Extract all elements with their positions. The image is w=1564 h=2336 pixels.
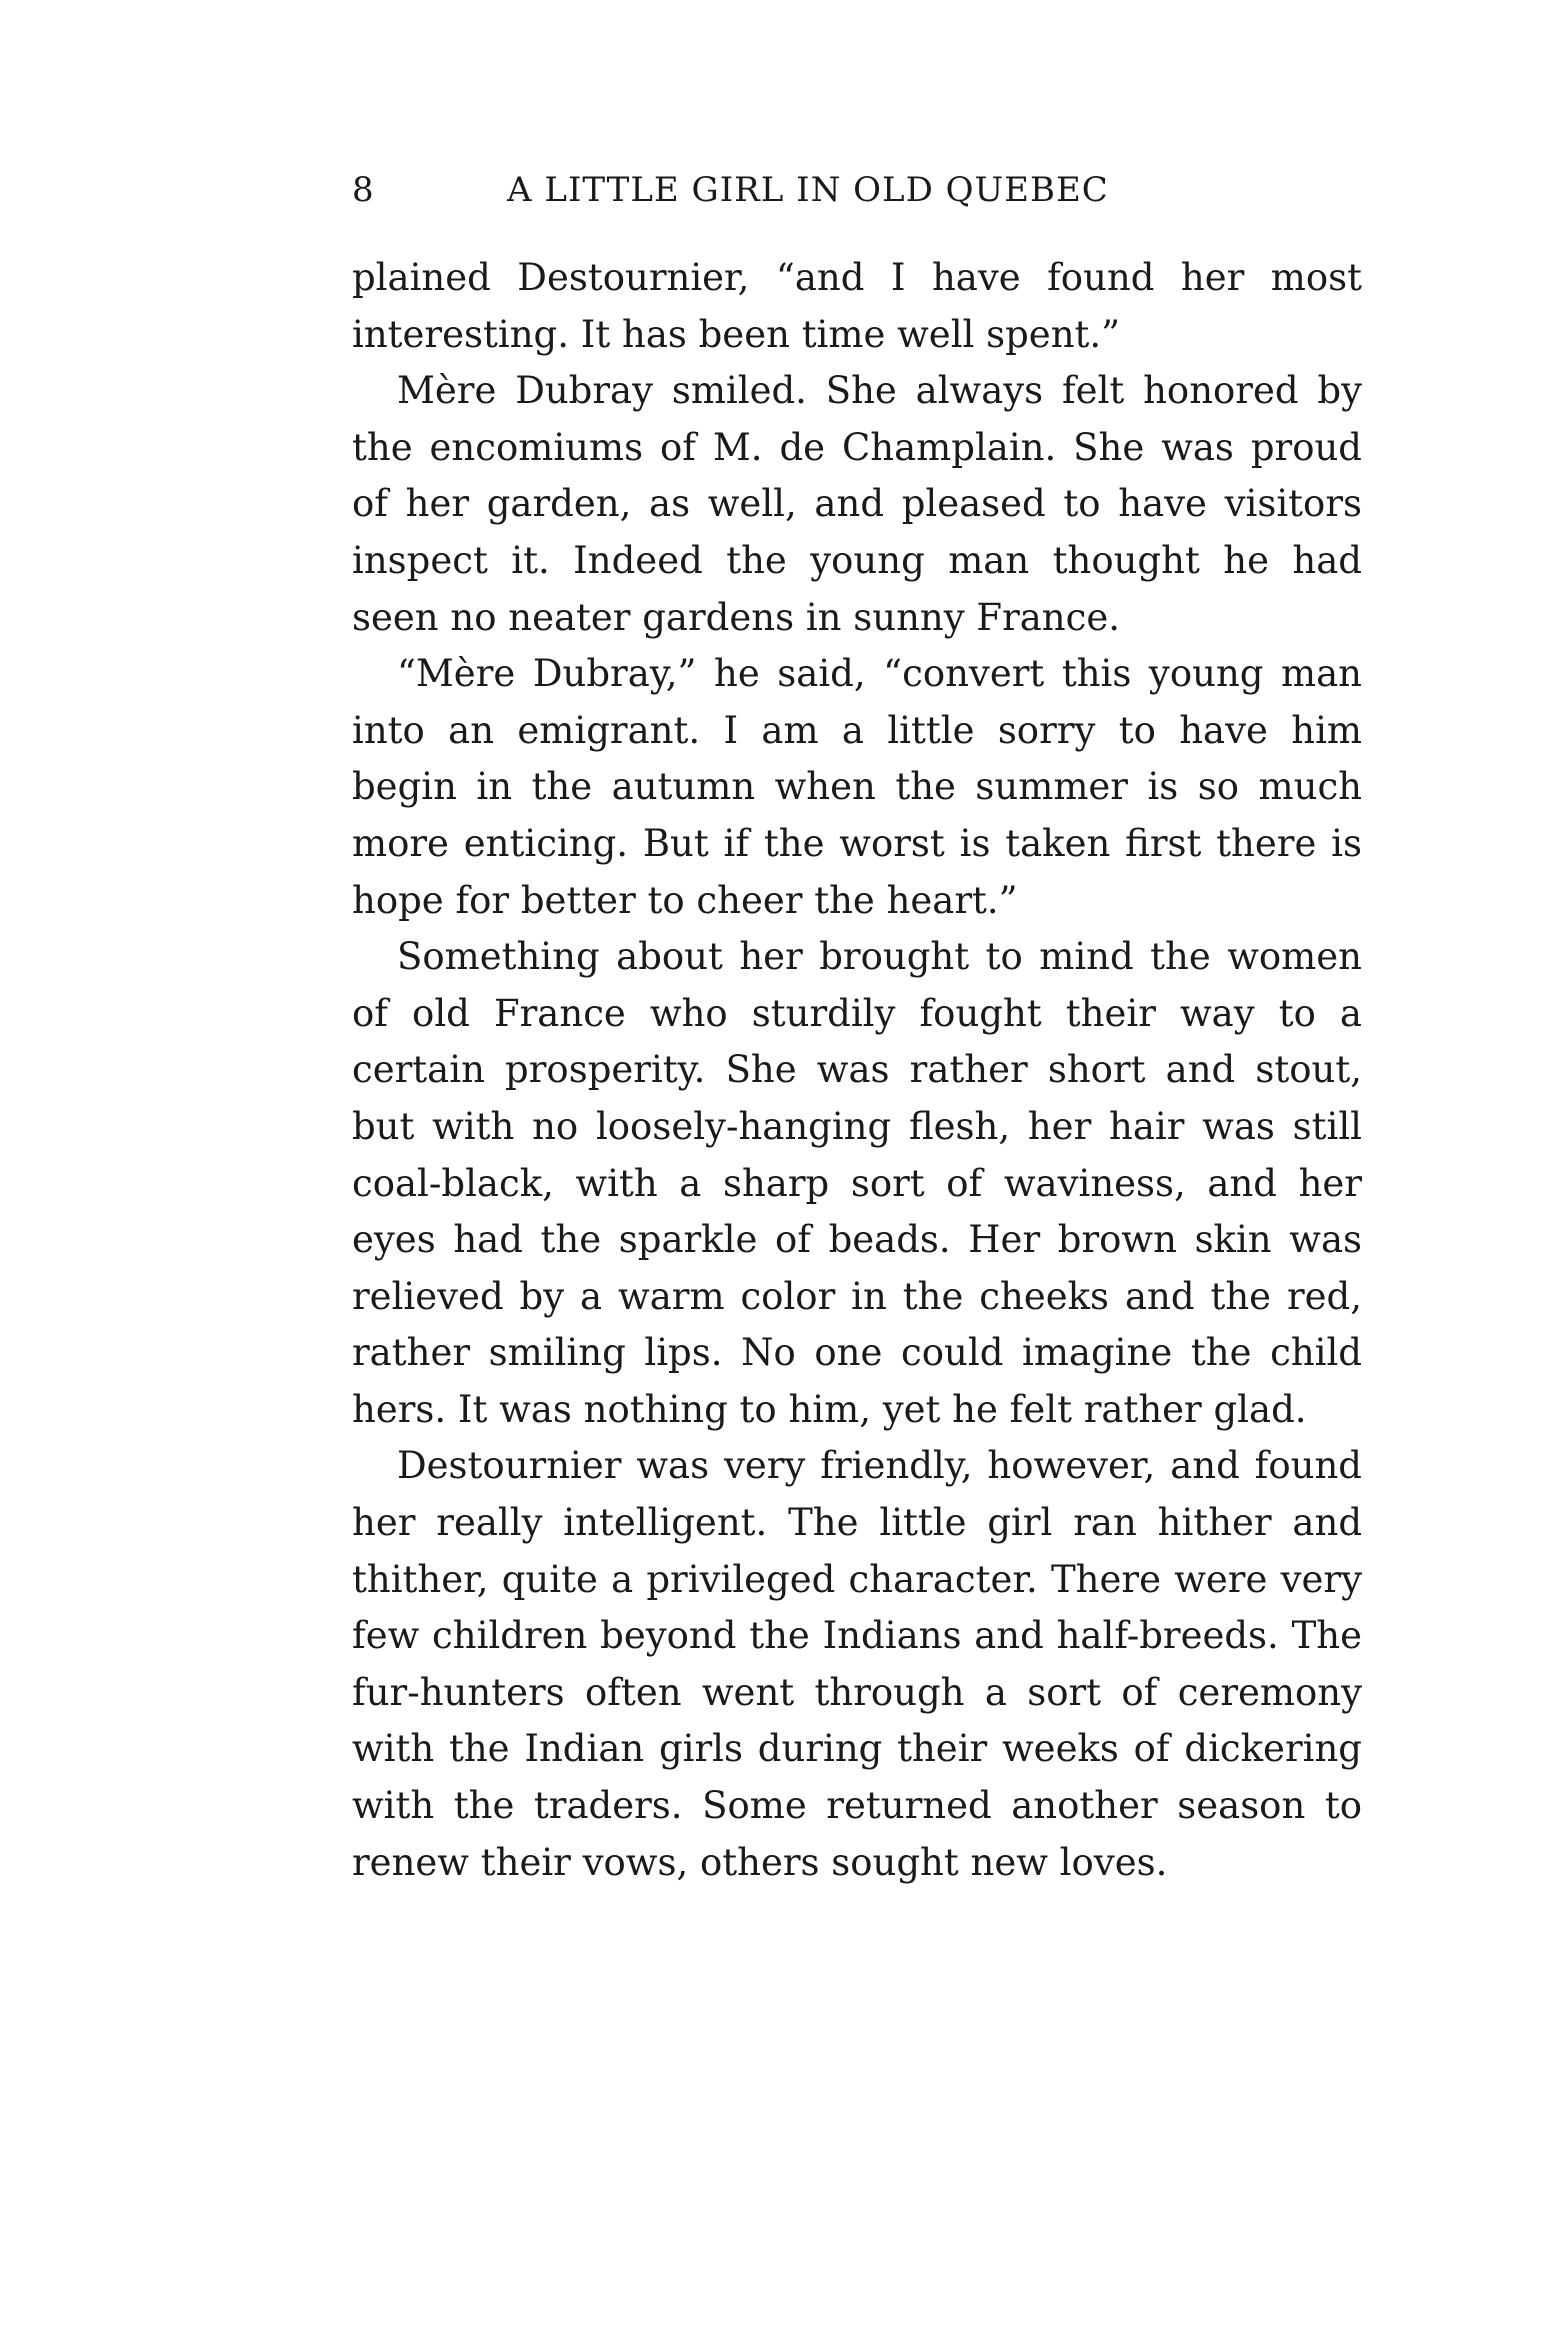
paragraph: Mère Dubray smiled. She always felt honored by the encomiums of M. de Champlain. She was proud of her garden, as well, and pleased to have visitors inspect it. Indeed the young man thought he had seen no neater gardens in sunny France. [352, 369, 1362, 639]
paragraph: “Mère Dubray,” he said, “convert this young man into an emigrant. I am a little sorry to have him begin in the autumn when the summer is so much more enticing. But if the worst is taken first there is hope for better to cheer the heart.” [352, 652, 1362, 922]
paragraph: Destournier was very friendly, however, and found her really intelligent. The little girl ran hither and thither, quite a privileged character. There were very few children beyond the Indians and half-breeds. The fur-hunters often went through a sort of ceremony with the Indian girls during their weeks of dickering with the traders. Some returned another season to renew their vows, others sought new loves. [352, 1444, 1362, 1884]
running-title: A LITTLE GIRL IN OLD QUEBEC [507, 170, 1109, 210]
paragraph: Something about her brought to mind the women of old France who sturdily fought their way to a certain prosperity. She was rather short and stout, but with no loosely-hanging flesh, her hair was still coal-black, with a sharp sort of waviness, and her eyes had the sparkle of beads. Her brown skin was relieved by a warm color in the cheeks and the red, rather smiling lips. No one could imagine the child hers. It was nothing to him, yet he felt rather glad. [352, 935, 1362, 1431]
running-head [352, 170, 1367, 222]
body-text [352, 250, 1362, 1891]
page-number: 8 [352, 170, 375, 210]
paragraph-continued: plained Destournier, “and I have found her most interesting. It has been time well spent.” [352, 256, 1362, 356]
